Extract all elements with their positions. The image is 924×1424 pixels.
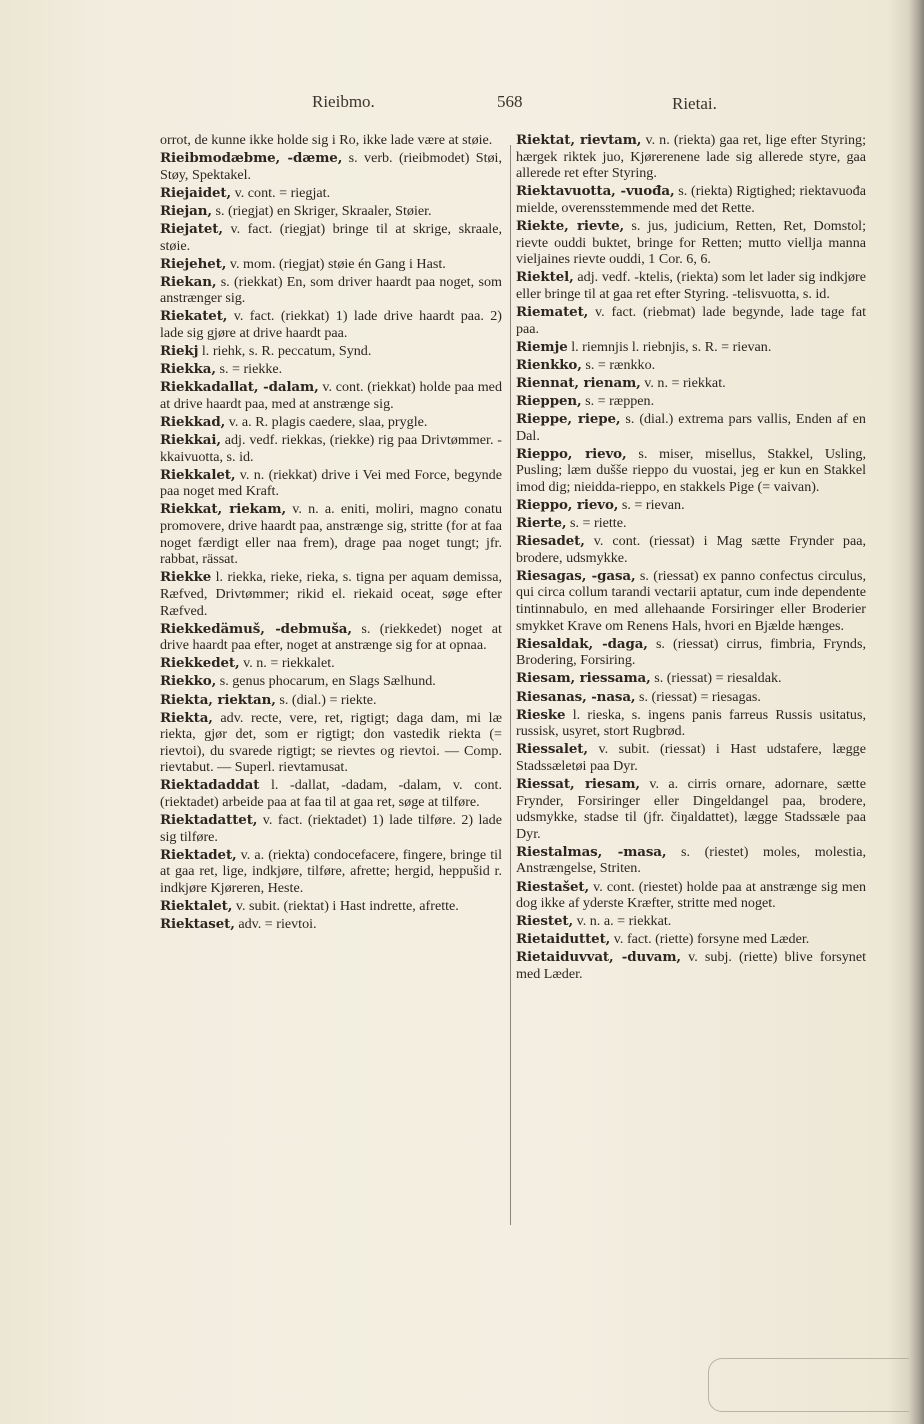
dictionary-entry — [160, 501, 502, 567]
entry-definition: s. miser, misellus, Stakkel, Usling, Pusling; læm dušše rieppo du vuostai, jeg er kun en Stakkel imod dig; nieidda-rieppo, en stakkels Pige (= vaivan). — [516, 445, 866, 495]
dictionary-entry — [516, 269, 866, 302]
dictionary-entry — [160, 655, 502, 672]
entry-definition: v. cont. (riekkat) holde paa med at drive haardt paa, med at anstrænge sig. — [160, 379, 502, 412]
entry-headword: Rieppo, rievo, — [516, 496, 619, 513]
dictionary-entry — [160, 221, 502, 254]
dictionary-entry — [516, 741, 866, 774]
entry-headword: Rieppo, rievo, — [516, 445, 627, 462]
dictionary-entry — [516, 357, 866, 374]
entry-definition: s. = ræppen. — [585, 392, 655, 409]
entry-definition: orrot, de kunne ikke holde sig i Ro, ikke lade være at støie. — [160, 132, 493, 148]
entry-headword: Riektel, — [516, 269, 574, 286]
entry-headword: Riestašet, — [516, 878, 590, 895]
dictionary-entry — [160, 379, 502, 412]
entry-headword: Riektavuotta, -vuođa, — [516, 183, 675, 200]
dictionary-entry — [516, 132, 866, 182]
entry-definition: v. cont. (riessat) i Mag sætte Frynder paa, brodere, udsmykke. — [516, 533, 866, 566]
entry-definition: s. verb. (rieibmodet) Støi, Støy, Spektakel. — [160, 150, 502, 183]
entry-definition: v. a. cirris ornare, adornare, sætte Frynder, Forsiringer eller Dingeldangel paa, brodere, udsmykke, stadse til (jfr. čiŋaldattet), lægge Stadssæle paa Dyr. — [516, 775, 866, 842]
entry-definition: s. (dial.) extrema pars vallis, Enden af en Dal. — [516, 411, 866, 444]
entry-headword: Riekkalet, — [160, 466, 236, 483]
entry-headword: Riektat, rievtam, — [516, 132, 642, 148]
entry-definition: l. riekka, rieke, rieka, s. tigna per aquam demissa, Ræfved, Drivtømmer; rikid el. riekaid oceat, søge efter Ræfved. — [160, 569, 502, 619]
entry-headword: Riekta, — [160, 709, 213, 726]
dictionary-entry — [516, 670, 866, 687]
entry-headword: Riekj — [160, 343, 199, 360]
dictionary-entry — [516, 568, 866, 634]
entry-definition: s. (riekta) Rigtighed; riektavuođa mielde, overensstemmende med det Rette. — [516, 183, 866, 216]
dictionary-entry — [160, 673, 502, 690]
dictionary-entry — [516, 393, 866, 410]
left-column — [160, 132, 502, 934]
entry-definition: l. -dallat, -dadam, -dalam, v. cont. (riektadet) arbeide paa at faa til at gaa ret, søge at tilføre. — [160, 777, 502, 811]
entry-headword: Rieibmodæbme, -dæme, — [160, 150, 343, 167]
header-left-guideword: Rieibmo. — [312, 92, 375, 111]
entry-headword: Riejehet, — [160, 255, 227, 272]
entry-headword: Riejatet, — [160, 220, 223, 237]
entry-headword: Rierte, — [516, 515, 567, 532]
entry-headword: Rietaiduttet, — [516, 931, 611, 948]
entry-definition: v. fact. (riegjat) bringe til at skrige, skraale, støie. — [160, 220, 502, 254]
entry-definition: v. fact. (riebmat) lade begynde, lade tage fat paa. — [516, 303, 866, 337]
entry-headword: Riekkat, riekam, — [160, 501, 287, 518]
dictionary-entry — [516, 218, 866, 268]
entry-headword: Riekte, rievte, — [516, 217, 625, 234]
entry-headword: Riekka, — [160, 361, 216, 378]
entry-headword: Riektalet, — [160, 898, 233, 915]
entry-definition: l. rieska, s. ingens panis farreus Russis usitatus, russisk, usyret, stort Rugbrød. — [516, 706, 866, 740]
entry-definition: adv. = rievtoi. — [238, 916, 317, 933]
dictionary-entry — [516, 949, 866, 982]
entry-headword: Riejan, — [160, 202, 212, 219]
dictionary-entry — [160, 916, 502, 933]
entry-headword: Riestet, — [516, 913, 574, 930]
entry-definition: s. (riestet) moles, molestia, Anstrængelse, Striten. — [516, 843, 866, 877]
entry-definition: v. a. (riekta) condocefacere, fingere, bringe til at gaa ret, lige, indkjøre, tilføre, afrette; hergid, heppušid r. indkjøre Kjøreren, Heste. — [160, 846, 502, 897]
dictionary-entry — [160, 621, 502, 654]
entry-headword: Riekta, riektan, — [160, 691, 276, 708]
header-right-guideword: Rietai. — [672, 94, 717, 113]
dictionary-entry — [516, 689, 866, 706]
dictionary-entry — [160, 308, 502, 341]
entry-definition: s. (riekkat) En, som driver haardt paa noget, som anstrænger sig. — [160, 273, 502, 307]
dictionary-entry — [160, 898, 502, 915]
entry-headword: Riejaidet, — [160, 184, 232, 201]
running-header — [0, 92, 924, 116]
dictionary-entry — [160, 777, 502, 810]
dictionary-entry — [160, 274, 502, 307]
entry-headword: Riekko, — [160, 673, 217, 690]
dictionary-entry — [160, 256, 502, 273]
entry-definition: v. a. R. plagis caedere, slaa, prygle. — [228, 414, 428, 430]
entry-headword: Riesagas, -gasa, — [516, 567, 636, 584]
dictionary-entry — [516, 707, 866, 740]
entry-definition: v. subit. (riessat) i Hast udstafere, lægge Stadssæletøi paa Dyr. — [516, 741, 866, 774]
entry-definition: s. (riessat) = riesaldak. — [654, 670, 782, 687]
entry-definition: s. = rievan. — [621, 496, 685, 513]
dictionary-entry — [160, 432, 502, 465]
entry-headword: Riekkai, — [160, 432, 221, 449]
entry-headword: Riekan, — [160, 273, 217, 290]
entry-definition: v. n. a. eniti, moliri, magno conatu promovere, drive haardt paa, anstrænge sig, stritte (for at faa noget færdigt eller naa frem), drage paa noget tungt; jfr. rabbat, rässat. — [160, 501, 502, 568]
entry-definition: v. cont. (riestet) holde paa at anstrænge sig men dog ikke af yderste Kræfter, stritte med noget. — [516, 878, 866, 912]
entry-headword: Riesaldak, -daga, — [516, 635, 648, 652]
entry-definition: s. = riekke. — [219, 361, 283, 378]
page-number: 568 — [497, 92, 523, 111]
dictionary-entry — [160, 343, 502, 360]
dictionary-entry — [516, 515, 866, 532]
entry-definition: s. (riekkedet) noget at drive haardt paa efter, noget at anstrænge sig for at opnaa. — [160, 620, 502, 654]
entry-definition: s. (riegjat) en Skriger, Skraaler, Støier. — [215, 202, 432, 219]
dictionary-entry — [516, 304, 866, 337]
entry-headword: Riekke — [160, 569, 212, 586]
entry-headword: Riesam, riessama, — [516, 670, 651, 687]
dictionary-entry — [160, 467, 502, 500]
dictionary-entry — [160, 361, 502, 378]
entry-definition: s. = rænkko. — [585, 356, 656, 373]
entry-headword: Riemje — [516, 338, 568, 355]
dictionary-entry — [160, 847, 502, 897]
dictionary-entry — [516, 776, 866, 842]
entry-headword: Riekkedämuš, -debmuša, — [160, 620, 352, 637]
entry-definition: l. riemnjis l. riebnjis, s. R. = rievan. — [571, 338, 772, 355]
dictionary-entry — [160, 710, 502, 776]
entry-headword: Rienkko, — [516, 356, 582, 373]
dictionary-entry — [160, 185, 502, 202]
entry-definition: v. n. = riekkalet. — [243, 655, 335, 672]
entry-headword: Riekatet, — [160, 308, 228, 325]
dictionary-entry — [516, 879, 866, 912]
entry-definition: s. (riessat) cirrus, fimbria, Frynds, Brodering, Forsiring. — [516, 635, 866, 669]
entry-headword: Riekkadallat, -dalam, — [160, 379, 319, 396]
right-column — [516, 132, 866, 984]
entry-headword: Rietaiduvvat, -duvam, — [516, 949, 681, 966]
entry-headword: Riessalet, — [516, 741, 588, 758]
entry-definition: v. fact. (riekkat) 1) lade drive haardt paa. 2) lade sig gjøre at drive haardt paa. — [160, 308, 502, 342]
dictionary-entry — [516, 375, 866, 392]
dictionary-entry — [160, 692, 502, 709]
entry-definition: v. n. a. = riekkat. — [576, 913, 672, 930]
entry-definition: adj. vedf. -ktelis, (riekta) som let lader sig indkjøre eller bringe til at gaa ret efter Styring. -telisvuotta, s. id. — [516, 269, 866, 302]
entry-definition: s. (riessat) = riesagas. — [639, 688, 761, 705]
dictionary-entry — [516, 339, 866, 356]
entry-definition: v. subit. (riektat) i Hast indrette, afrette. — [235, 898, 459, 915]
entry-definition: v. n. (riekta) gaa ret, lige efter Styring; hærgek riktek juo, Kjørerenene lade sig allerede styre, gaa allerede ret efter Styring. — [516, 132, 866, 182]
entry-headword: Riektaset, — [160, 916, 235, 933]
dictionary-entry — [516, 497, 866, 514]
entry-definition: l. riehk, s. R. peccatum, Synd. — [201, 343, 372, 360]
entry-definition: s. jus, judicium, Retten, Ret, Domstol; rievte ouddi buktet, bringe for Retten; mutto viellja manna vieljaines rievte ouddi, 1 Cor. 6, 6. — [516, 217, 866, 268]
entry-definition: adv. recte, vere, ret, rigtigt; daga dam, mi læ riekta, gjør det, som er rigtigt; don vastedik riekta (= rievtoi), du svarede rigtigt; se rievtes og rievtoi. — Comp. rievtabut. — Superl. rievtamusat. — [160, 709, 502, 776]
entry-headword: Riektadaddat — [160, 777, 260, 794]
dictionary-entry — [516, 533, 866, 566]
entry-definition: s. genus phocarum, en Slags Sælhund. — [219, 673, 436, 690]
dictionary-entry — [516, 913, 866, 930]
entry-headword: Rieppen, — [516, 392, 582, 409]
entry-headword: Rieske — [516, 706, 566, 723]
entry-definition: s. = riette. — [570, 515, 627, 532]
dictionary-entry — [160, 414, 502, 431]
column-divider — [510, 145, 511, 1225]
dictionary-entry — [160, 132, 502, 149]
entry-headword: Rieppe, riepe, — [516, 411, 621, 427]
entry-headword: Riekkad, — [160, 414, 226, 430]
entry-headword: Riektadattet, — [160, 812, 258, 829]
dictionary-entry — [516, 411, 866, 444]
dictionary-entry — [160, 203, 502, 220]
entry-headword: Riekkedet, — [160, 655, 240, 672]
entry-definition: v. subj. (riette) blive forsynet med Læder. — [516, 949, 867, 982]
dictionary-entry — [160, 569, 502, 619]
entry-headword: Riennat, rienam, — [516, 374, 641, 391]
entry-definition: v. fact. (riette) forsyne med Læder. — [613, 931, 810, 948]
dictionary-entry — [160, 812, 502, 845]
entry-definition: v. fact. (riektadet) 1) lade tilføre. 2) lade sig tilføre. — [160, 812, 502, 845]
entry-definition: s. (dial.) = riekte. — [279, 691, 377, 708]
entry-definition: adj. vedf. riekkas, (riekke) rig paa Drivtømmer. -kkaivuotta, s. id. — [160, 432, 502, 465]
entry-headword: Riematet, — [516, 303, 589, 320]
entry-headword: Riektadet, — [160, 846, 237, 863]
page-gutter-shadow — [908, 0, 924, 1424]
entry-definition: v. mom. (riegjat) støie én Gang i Hast. — [229, 255, 446, 272]
dictionary-entry — [516, 844, 866, 877]
library-stamp-outline — [708, 1358, 909, 1412]
entry-definition: v. n. (riekkat) drive i Vei med Force, begynde paa noget med Kraft. — [160, 466, 502, 500]
entry-definition: s. (riessat) ex panno confectus circulus, qui circa collum tarandi vectarii aptatur, cum inde dependente tintinnabulo, en med allehaande Forsiringer eller Broderier smykket Krave om Renens Hals, hvori en Bjælde hænges. — [516, 567, 866, 634]
entry-definition: v. n. = riekkat. — [644, 374, 726, 391]
entry-headword: Riesadet, — [516, 533, 585, 550]
dictionary-entry — [516, 636, 866, 669]
entry-headword: Riestalmas, -masa, — [516, 843, 667, 860]
entry-headword: Riessat, riesam, — [516, 775, 640, 792]
dictionary-entry — [516, 931, 866, 948]
entry-definition: v. cont. = riegjat. — [234, 184, 331, 201]
dictionary-entry — [516, 183, 866, 216]
dictionary-entry — [160, 150, 502, 183]
entry-headword: Riesanas, -nasa, — [516, 688, 636, 705]
dictionary-entry — [516, 446, 866, 496]
